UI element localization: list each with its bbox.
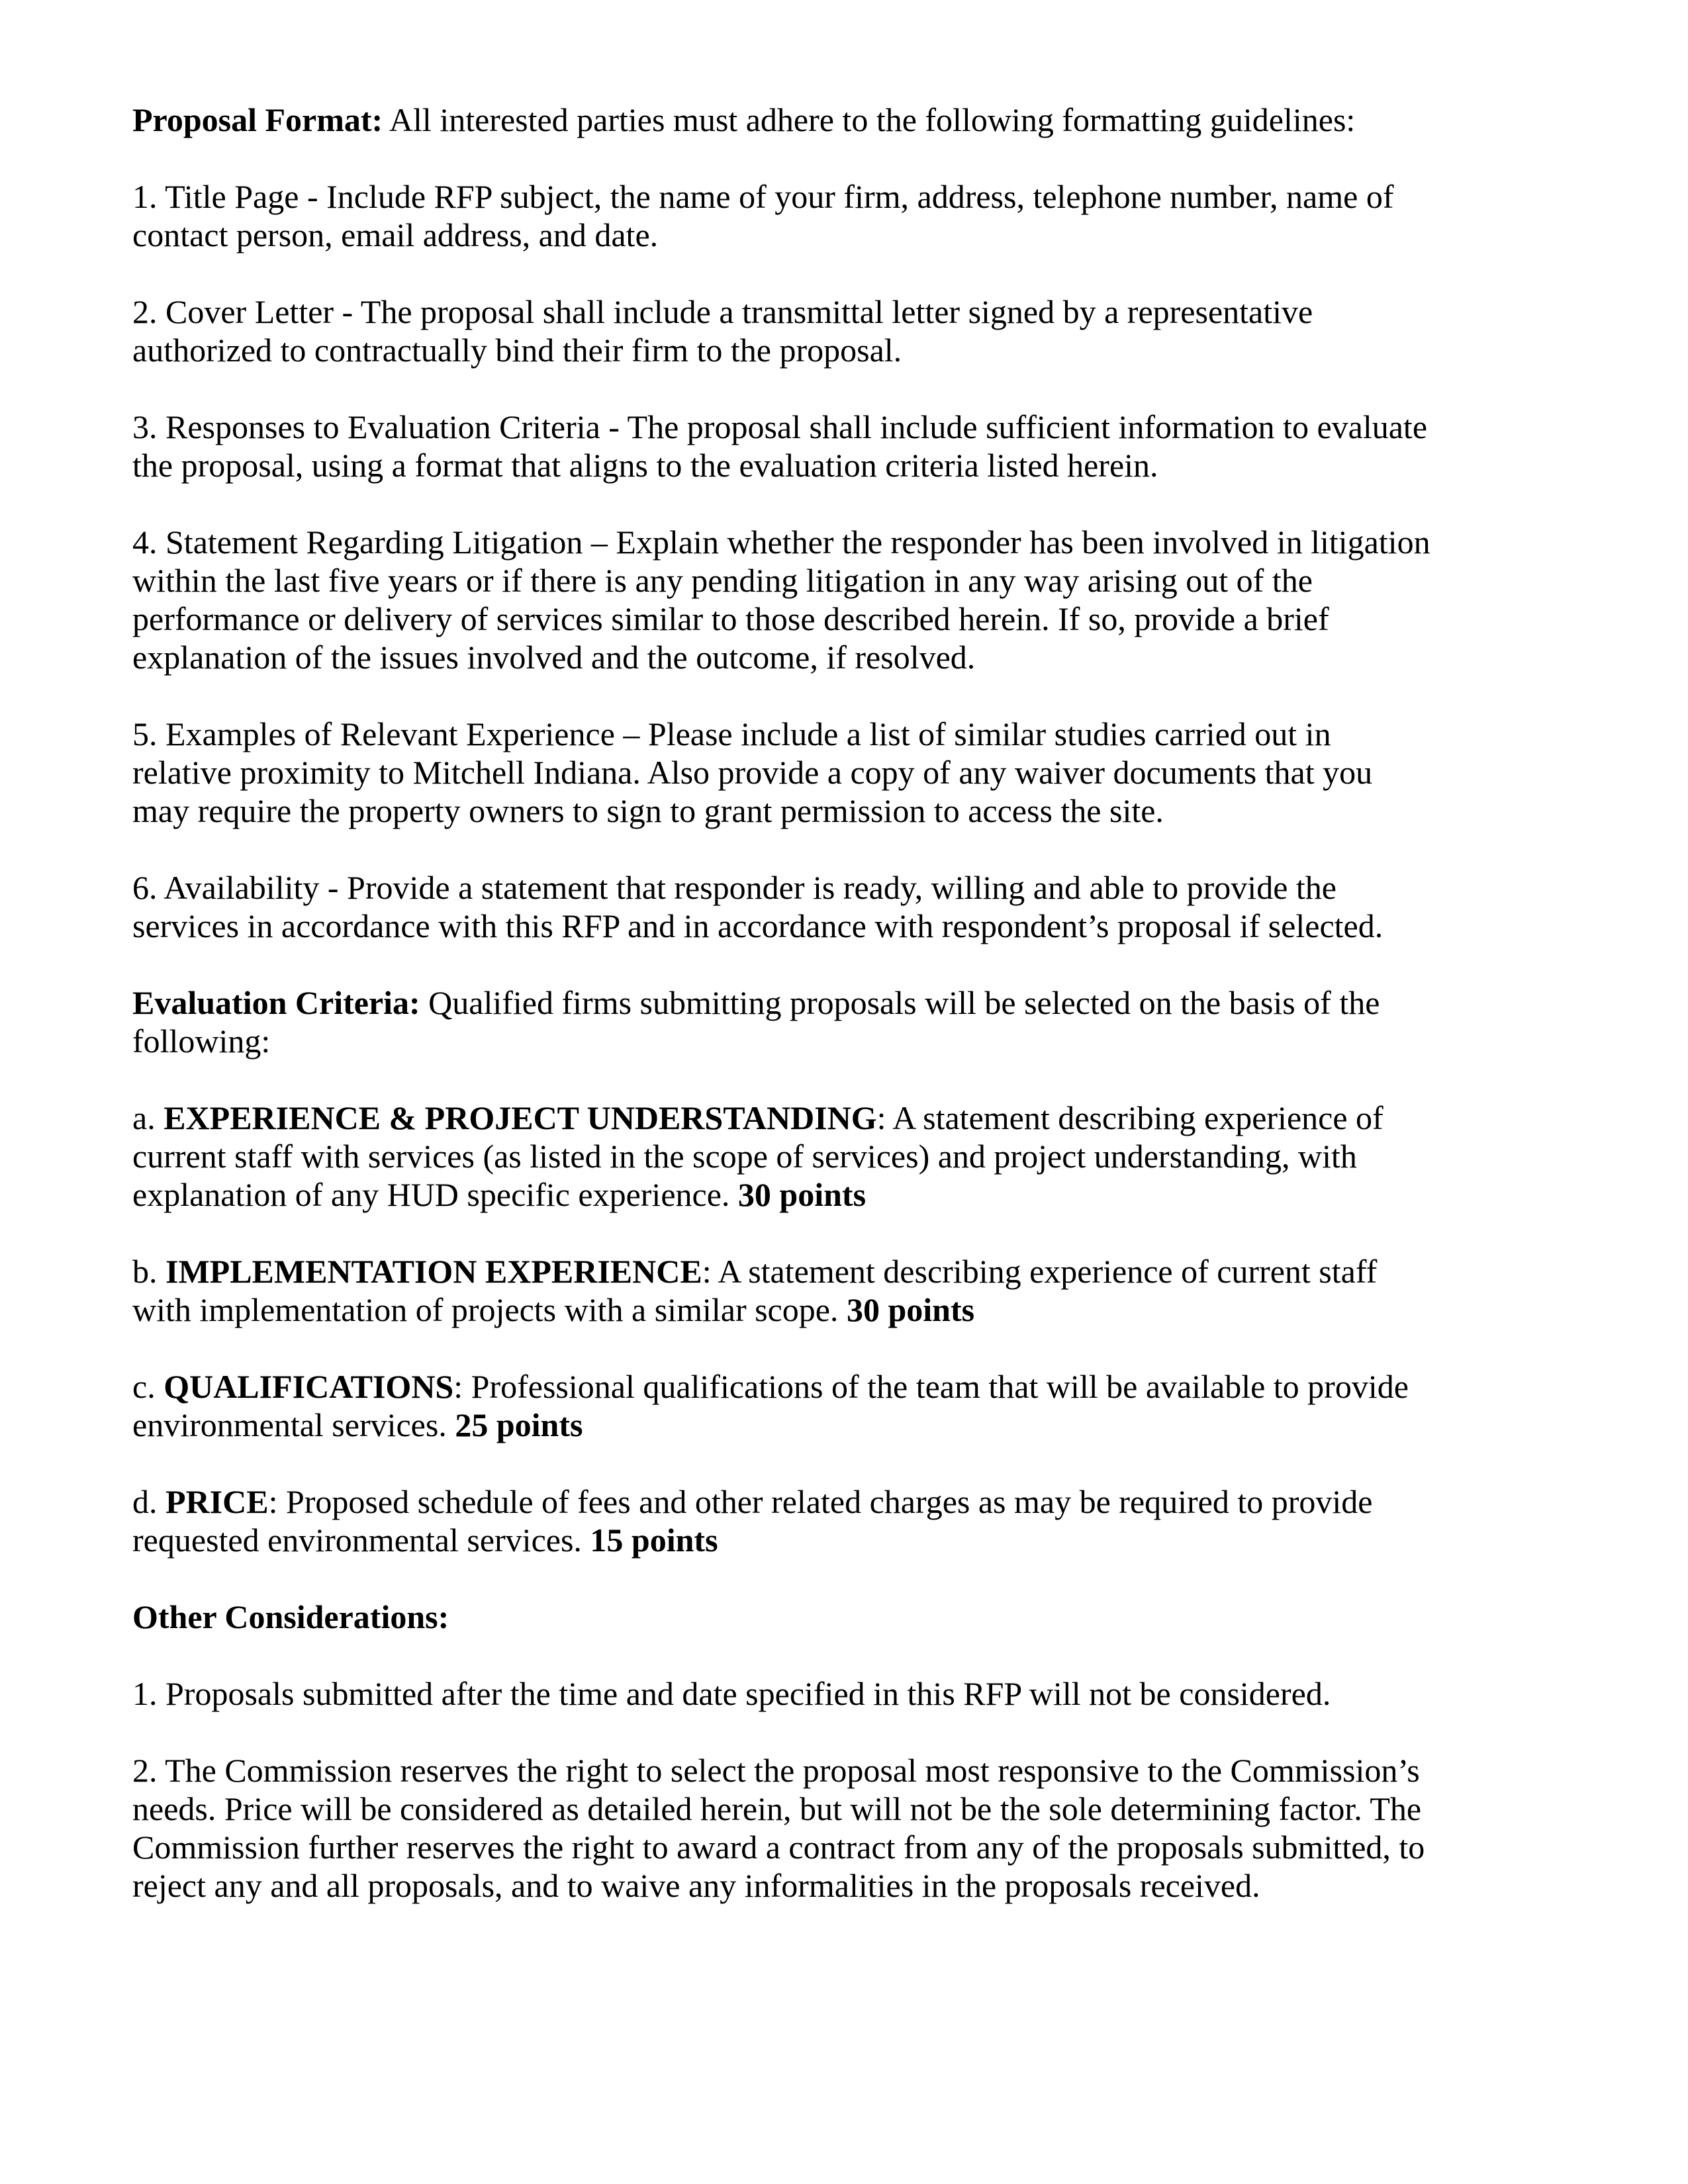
text-segment: 5. Examples of Relevant Experience – Please include a list of similar studies carried out in [132, 715, 1331, 752]
text-segment: services in accordance with this RFP and in accordance with respondent’s proposal if selected. [132, 907, 1383, 944]
bold-text-segment: IMPLEMENTATION EXPERIENCE [165, 1253, 702, 1290]
item-5-examples-of-relevant-experience [132, 715, 1622, 830]
bold-text-segment: QUALIFICATIONS [164, 1368, 454, 1405]
text-segment: : Professional qualifications of the team that will be available to provide [453, 1368, 1409, 1405]
text-segment: environmental services. [132, 1406, 455, 1443]
bold-text-segment: 25 points [455, 1406, 583, 1443]
text-segment: c. [132, 1368, 164, 1405]
item-6-availability [132, 868, 1622, 945]
document-content [132, 101, 1622, 1905]
consideration-2-commission-rights [132, 1751, 1622, 1905]
text-segment: 1. Proposals submitted after the time and date specified in this RFP will not be considered. [132, 1675, 1331, 1712]
item-3-responses-to-evaluation-criteria [132, 408, 1622, 484]
item-4-statement-regarding-litigation [132, 523, 1622, 676]
text-segment: authorized to contractually bind their firm to the proposal. [132, 332, 902, 369]
text-segment: following: [132, 1023, 271, 1060]
evaluation-criteria-paragraph [132, 983, 1622, 1060]
text-segment: 2. The Commission reserves the right to select the proposal most responsive to the Commission’s [132, 1752, 1420, 1789]
item-1-title-page [132, 177, 1622, 254]
bold-text-segment: Other Considerations: [132, 1598, 449, 1635]
criterion-a-experience-project-understanding [132, 1099, 1622, 1214]
text-segment: 4. Statement Regarding Litigation – Explain whether the responder has been involved in litigation [132, 523, 1430, 561]
text-segment: performance or delivery of services similar to those described herein. If so, provide a brief [132, 600, 1329, 637]
text-segment: : A statement describing experience of [876, 1099, 1383, 1136]
bold-text-segment: 15 points [590, 1522, 718, 1559]
proposal-format-paragraph [132, 101, 1622, 139]
consideration-1-late-proposals [132, 1674, 1622, 1713]
text-segment: 3. Responses to Evaluation Criteria - The proposal shall include sufficient information to evaluate [132, 408, 1428, 445]
text-segment: explanation of any HUD specific experience. [132, 1176, 738, 1213]
text-segment: within the last five years or if there is any pending litigation in any way arising out of the [132, 562, 1313, 599]
criterion-b-implementation-experience [132, 1252, 1622, 1329]
bold-text-segment: Evaluation Criteria: [132, 984, 420, 1021]
text-segment: b. [132, 1253, 165, 1290]
text-segment: : Proposed schedule of fees and other related charges as may be required to provide [268, 1483, 1373, 1520]
text-segment: contact person, email address, and date. [132, 216, 659, 253]
text-segment: 2. Cover Letter - The proposal shall include a transmittal letter signed by a representative [132, 293, 1313, 330]
text-segment: the proposal, using a format that aligns to the evaluation criteria listed herein. [132, 447, 1158, 484]
text-segment: requested environmental services. [132, 1522, 590, 1559]
bold-text-segment: Proposal Format: [132, 101, 383, 138]
text-segment: explanation of the issues involved and the outcome, if resolved. [132, 639, 976, 676]
text-segment: Qualified firms submitting proposals will be selected on the basis of the [420, 984, 1380, 1021]
text-segment: : A statement describing experience of current staff [702, 1253, 1378, 1290]
text-segment: needs. Price will be considered as detailed herein, but will not be the sole determining factor. The [132, 1790, 1422, 1827]
other-considerations-heading [132, 1598, 1622, 1636]
text-segment: a. [132, 1099, 164, 1136]
text-segment: relative proximity to Mitchell Indiana. Also provide a copy of any waiver documents that you [132, 754, 1373, 791]
text-segment: reject any and all proposals, and to waive any informalities in the proposals received. [132, 1867, 1260, 1904]
text-segment: Commission further reserves the right to award a contract from any of the proposals submitted, to [132, 1829, 1425, 1866]
criterion-d-price [132, 1482, 1622, 1559]
text-segment: current staff with services (as listed in the scope of services) and project understanding, with [132, 1138, 1357, 1175]
bold-text-segment: EXPERIENCE & PROJECT UNDERSTANDING [164, 1099, 877, 1136]
text-segment: 6. Availability - Provide a statement that responder is ready, willing and able to provide the [132, 869, 1336, 906]
text-segment: with implementation of projects with a similar scope. [132, 1291, 847, 1328]
text-segment: All interested parties must adhere to the following formatting guidelines: [383, 101, 1356, 138]
bold-text-segment: 30 points [846, 1291, 975, 1328]
criterion-c-qualifications [132, 1367, 1622, 1444]
text-segment: 1. Title Page - Include RFP subject, the name of your firm, address, telephone number, name of [132, 178, 1394, 215]
bold-text-segment: 30 points [737, 1176, 867, 1213]
bold-text-segment: PRICE [165, 1483, 269, 1520]
text-segment: may require the property owners to sign to grant permission to access the site. [132, 792, 1164, 829]
item-2-cover-letter [132, 293, 1622, 369]
text-segment: d. [132, 1483, 165, 1520]
